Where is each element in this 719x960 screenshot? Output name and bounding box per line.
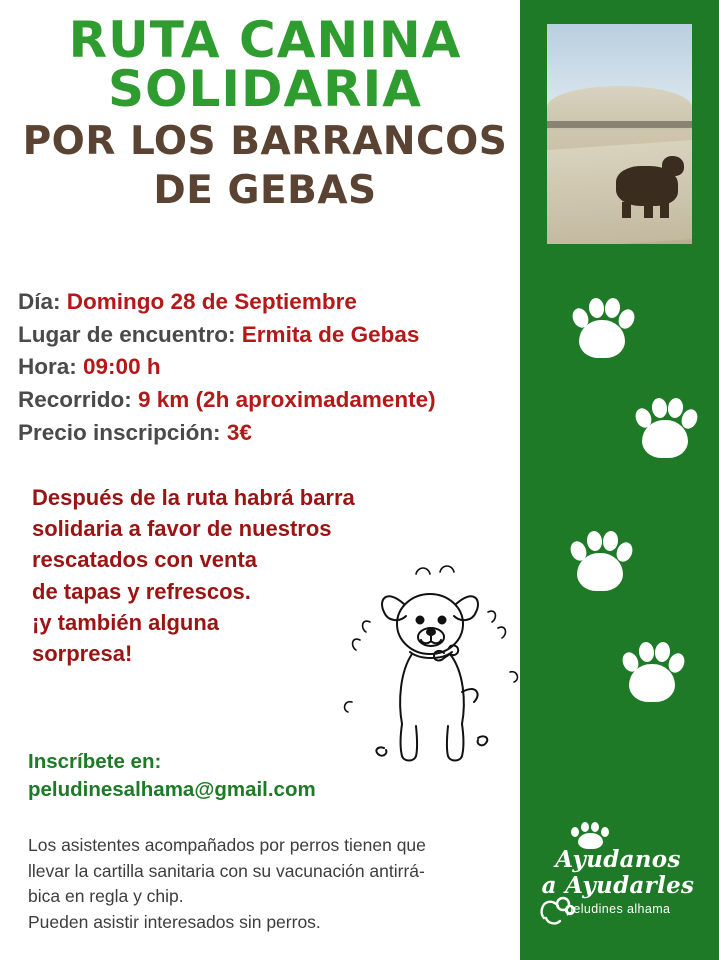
detail-row xyxy=(18,286,538,319)
subtitle-line-1: POR LOS BARRANCOS xyxy=(22,119,508,164)
logo-paw-icon xyxy=(570,822,610,848)
organization-logo xyxy=(530,820,706,940)
signup-email[interactable]: peludinesalhama@gmail.com xyxy=(28,777,316,801)
subtitle-line-2: DE GEBAS xyxy=(153,167,377,213)
detail-value: 3€ xyxy=(226,419,252,445)
trail-photo xyxy=(547,24,692,244)
paw-print-icon xyxy=(634,396,698,464)
signup-label: Inscríbete en: xyxy=(28,750,162,773)
detail-row xyxy=(18,351,538,384)
detail-label: Lugar de encuentro: xyxy=(18,321,236,347)
detail-value: Domingo 28 de Septiembre xyxy=(66,289,357,314)
detail-row xyxy=(18,384,538,417)
footnote-line: Pueden asistir interesados sin perros. xyxy=(28,911,321,932)
detail-row xyxy=(18,319,538,352)
detail-label: Precio inscripción: xyxy=(18,419,221,445)
red-line: de tapas y refrescos. xyxy=(32,578,251,604)
photo-dog xyxy=(616,166,678,206)
red-line: rescatados con venta xyxy=(32,547,257,573)
photo-wall xyxy=(547,121,692,128)
poster-title-block xyxy=(10,11,520,213)
paw-print-icon xyxy=(571,296,635,364)
dog-drawing-illustration xyxy=(322,552,537,777)
logo-line-1: Ayudanos xyxy=(555,846,681,873)
logo-subtitle: peludines alhama xyxy=(566,902,671,916)
detail-value: 9 km (2h aproximadamente) xyxy=(138,386,436,412)
paw-print-icon xyxy=(569,529,633,597)
detail-value: 09:00 h xyxy=(83,354,161,380)
logo-line-2: a Ayudarles xyxy=(541,872,695,899)
red-line: ¡y también alguna xyxy=(32,609,220,635)
detail-label: Recorrido: xyxy=(18,386,132,412)
event-details xyxy=(18,286,538,449)
detail-label: Hora: xyxy=(18,354,77,380)
red-line: solidaria a favor de nuestros xyxy=(32,516,332,542)
title-line-1: RUTA CANINA xyxy=(68,11,462,69)
signup-block xyxy=(28,748,448,803)
red-line: Después de la ruta habrá barra xyxy=(32,485,355,510)
footnote-line: llevar la cartilla sanitaria con su vacunación antirrá- xyxy=(28,860,425,881)
red-line: sorpresa! xyxy=(32,641,133,667)
paw-print-icon xyxy=(621,640,685,708)
detail-row xyxy=(18,417,538,450)
title-line-2: SOLIDARIA xyxy=(108,59,422,118)
detail-value: Ermita de Gebas xyxy=(241,321,420,347)
detail-label: Día: xyxy=(18,289,61,314)
footnote-block xyxy=(28,833,523,935)
footnote-line: Los asistentes acompañados por perros tienen que xyxy=(28,835,426,855)
footnote-line: bica en regla y chip. xyxy=(28,886,184,907)
